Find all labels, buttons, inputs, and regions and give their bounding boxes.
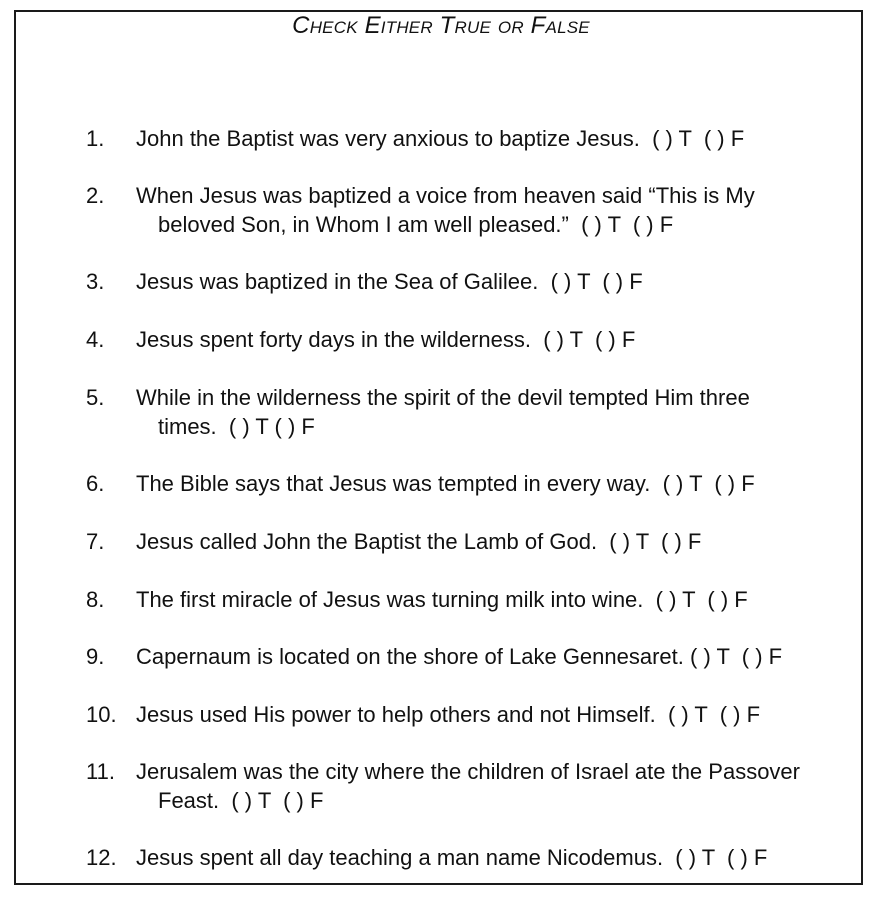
question-text bbox=[136, 469, 866, 498]
question-item bbox=[86, 267, 866, 296]
question-statement: Jerusalem was the city where the children of Israel ate the Passover bbox=[136, 759, 800, 784]
question-text bbox=[136, 700, 866, 729]
question-number: 11. bbox=[86, 759, 115, 784]
question-statement: While in the wilderness the spirit of the devil tempted Him three bbox=[136, 385, 750, 410]
question-statement: John the Baptist was very anxious to baptize Jesus. bbox=[136, 126, 640, 151]
question-item bbox=[86, 585, 866, 614]
question-number: 10. bbox=[86, 702, 117, 727]
question-text bbox=[136, 585, 866, 614]
question-statement: Capernaum is located on the shore of Lake Gennesaret. bbox=[136, 644, 684, 669]
question-number: 6. bbox=[86, 471, 105, 496]
question-statement: The Bible says that Jesus was tempted in every way. bbox=[136, 471, 651, 496]
worksheet-title: Check Either True or False bbox=[292, 12, 590, 39]
true-false-options[interactable]: ( ) T ( ) F bbox=[639, 126, 745, 151]
true-false-options[interactable]: ( ) T ( ) F bbox=[655, 702, 761, 727]
question-item bbox=[86, 843, 866, 872]
question-text bbox=[136, 843, 866, 872]
question-statement: The first miracle of Jesus was turning milk into wine. bbox=[136, 587, 644, 612]
question-statement: Jesus spent all day teaching a man name Nicodemus. bbox=[136, 845, 664, 870]
question-text bbox=[136, 267, 866, 296]
question-continuation bbox=[136, 210, 866, 239]
question-text bbox=[136, 383, 866, 441]
question-statement: Jesus was baptized in the Sea of Galilee. bbox=[136, 269, 539, 294]
question-item bbox=[86, 325, 866, 354]
question-item bbox=[86, 383, 866, 441]
question-statement: Jesus called John the Baptist the Lamb of God. bbox=[136, 529, 598, 554]
question-number: 9. bbox=[86, 644, 105, 669]
question-item bbox=[86, 700, 866, 729]
question-number: 2. bbox=[86, 183, 105, 208]
question-number: 5. bbox=[86, 385, 105, 410]
question-number: 4. bbox=[86, 327, 105, 352]
question-number: 7. bbox=[86, 529, 105, 554]
true-false-options[interactable]: ( ) T ( ) F bbox=[216, 414, 315, 439]
question-number: 3. bbox=[86, 269, 105, 294]
true-false-options[interactable]: ( ) T ( ) F bbox=[538, 269, 643, 294]
question-text bbox=[136, 757, 866, 815]
question-statement: Jesus spent forty days in the wilderness. bbox=[136, 327, 531, 352]
true-false-options[interactable]: ( ) T ( ) F bbox=[683, 644, 783, 669]
question-continuation bbox=[136, 786, 866, 815]
question-number: 1. bbox=[86, 126, 105, 151]
question-item bbox=[86, 469, 866, 498]
question-statement: Jesus used His power to help others and not Himself. bbox=[136, 702, 656, 727]
true-false-options[interactable]: ( ) T ( ) F bbox=[663, 845, 768, 870]
question-item bbox=[86, 181, 866, 239]
true-false-options[interactable]: ( ) T ( ) F bbox=[219, 788, 324, 813]
true-false-options[interactable]: ( ) T ( ) F bbox=[568, 212, 674, 237]
question-text bbox=[136, 527, 866, 556]
question-number: 12. bbox=[86, 845, 117, 870]
question-text bbox=[136, 181, 866, 239]
question-statement: When Jesus was baptized a voice from heaven said “This is My bbox=[136, 183, 755, 208]
question-text bbox=[136, 124, 866, 153]
question-text bbox=[136, 325, 866, 354]
question-item bbox=[86, 124, 866, 153]
true-false-options[interactable]: ( ) T ( ) F bbox=[530, 327, 636, 352]
true-false-options[interactable]: ( ) T ( ) F bbox=[643, 587, 748, 612]
question-text bbox=[136, 642, 866, 671]
question-statement-continued: times. bbox=[158, 414, 217, 439]
question-item bbox=[86, 642, 866, 671]
true-false-options[interactable]: ( ) T ( ) F bbox=[597, 529, 702, 554]
question-number: 8. bbox=[86, 587, 105, 612]
question-statement-continued: beloved Son, in Whom I am well pleased.” bbox=[158, 212, 569, 237]
true-false-options[interactable]: ( ) T ( ) F bbox=[650, 471, 755, 496]
question-statement-continued: Feast. bbox=[158, 788, 220, 813]
question-item bbox=[86, 757, 866, 815]
question-continuation bbox=[136, 412, 866, 441]
question-item bbox=[86, 527, 866, 556]
